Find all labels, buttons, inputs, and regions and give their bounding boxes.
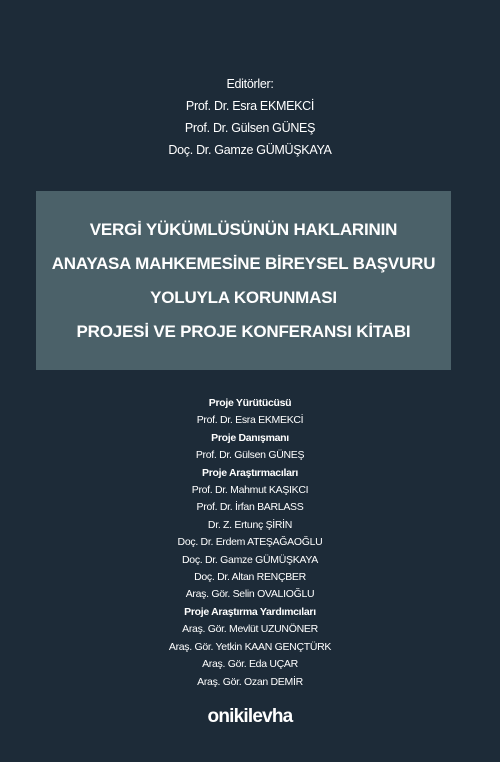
editors-heading: Editörler: — [226, 77, 274, 91]
editor-name: Doç. Dr. Gamze GÜMÜŞKAYA — [168, 143, 332, 157]
team-member: Doç. Dr. Erdem ATEŞAĞAOĞLU — [177, 536, 323, 549]
role-heading-assistants: Proje Araştırma Yardımcıları — [184, 605, 316, 618]
editors-block — [0, 73, 500, 161]
team-member: Doç. Dr. Altan RENÇBER — [194, 571, 306, 584]
team-member: Prof. Dr. Esra EKMEKCİ — [196, 414, 304, 427]
book-title — [36, 213, 451, 349]
role-heading-leader: Proje Yürütücüsü — [208, 397, 292, 409]
title-line: PROJESİ VE PROJE KONFERANSI KİTABI — [76, 322, 411, 341]
role-heading-researchers: Proje Araştırmacıları — [201, 466, 299, 479]
team-member: Doç. Dr. Gamze GÜMÜŞKAYA — [182, 553, 318, 566]
title-box — [36, 191, 451, 370]
team-member: Dr. Z. Ertunç ŞİRİN — [207, 518, 293, 531]
publisher-logo: onikilevha — [207, 706, 293, 727]
team-member: Araş. Gör. Selin OVALIOĞLU — [185, 588, 315, 601]
editor-name: Prof. Dr. Esra EKMEKCİ — [185, 99, 315, 113]
team-member: Prof. Dr. İrfan BARLASS — [196, 501, 304, 514]
title-line: VERGİ YÜKÜMLÜSÜNÜN HAKLARININ — [89, 220, 398, 239]
team-member: Prof. Dr. Mahmut KAŞIKCI — [191, 484, 309, 497]
title-line: YOLUYLA KORUNMASI — [150, 288, 337, 307]
role-heading-advisor: Proje Danışmanı — [211, 431, 289, 444]
team-member: Araş. Gör. Eda UÇAR — [202, 658, 298, 671]
project-team — [0, 395, 500, 691]
editor-name: Prof. Dr. Gülsen GÜNEŞ — [184, 121, 316, 135]
team-member: Prof. Dr. Gülsen GÜNEŞ — [195, 449, 305, 462]
team-member: Araş. Gör. Ozan DEMİR — [197, 675, 303, 688]
title-line: ANAYASA MAHKEMESİNE BİREYSEL BAŞVURU — [51, 254, 436, 273]
team-member: Araş. Gör. Mevlüt UZUNÖNER — [182, 623, 318, 636]
team-member: Araş. Gör. Yetkin KAAN GENÇTÜRK — [168, 640, 332, 653]
